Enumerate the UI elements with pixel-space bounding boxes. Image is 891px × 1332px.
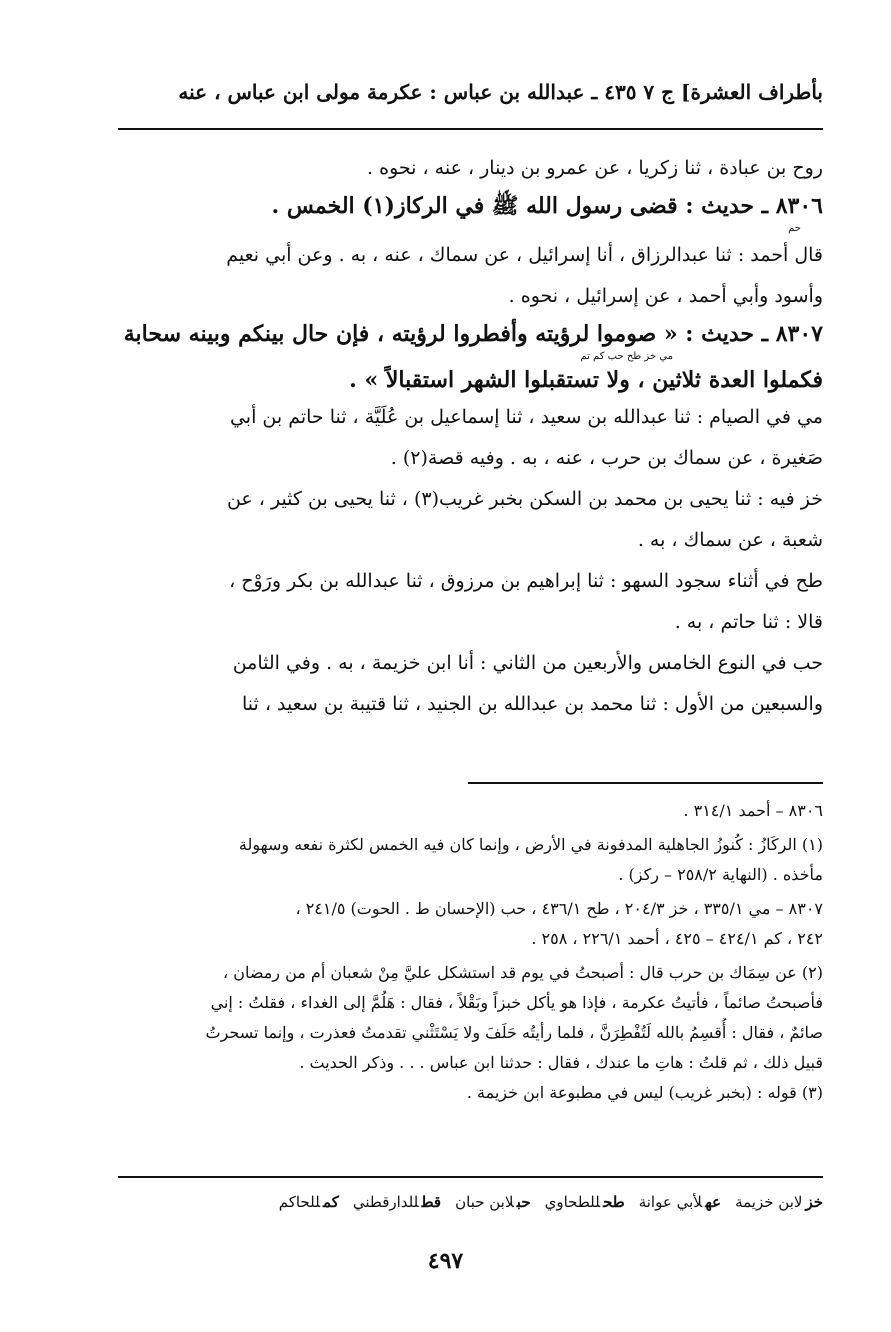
text-line: والسبعين من الأول : ثنا محمد بن عبدالله بن الجنيد ، ثنا قتيبة بن سعيد ، ثنا (241, 693, 823, 715)
legend-code: طح (603, 1193, 625, 1211)
footnote-line: ٨٣٠٦ – أحمد ٣١٤/١ . (683, 801, 823, 820)
main-text (118, 148, 823, 725)
hadith-continuation: فكملوا العدة ثلاثين ، ولا تستقبلوا الشهر استقبالاً » . (349, 367, 823, 393)
footnote-line: مأخذه . (النهاية ٢٥٨/٢ – ركز) . (618, 865, 823, 884)
footnotes (118, 796, 823, 1108)
legend-name: للطحاوي (544, 1193, 601, 1211)
legend-item (545, 1188, 625, 1216)
text-line: صَغيرة ، عن سماك بن حرب ، عنه ، به . وفيه قصة(٢) . (390, 447, 823, 469)
header-rule (118, 128, 823, 130)
legend-code: كم (323, 1193, 339, 1211)
legend-name: للدارقطني (352, 1193, 419, 1211)
legend-item (735, 1188, 823, 1216)
legend-name: لأبي عوانة (638, 1193, 703, 1211)
legend-name: لابن خزيمة (735, 1193, 803, 1211)
legend-code: خز (805, 1193, 823, 1211)
text-line: قالا : ثنا حاتم ، به . (674, 611, 823, 633)
legend-item (639, 1188, 721, 1216)
text-line: وأسود وأبي أحمد ، عن إسرائيل ، نحوه . (508, 285, 823, 307)
sigla-line: مي خز طح حب كم تم (580, 351, 673, 362)
legend-item (279, 1188, 339, 1216)
text-line: شعبة ، عن سماك ، به . (637, 529, 823, 551)
footnote-line: صائمٌ ، فقال : أُقسِمُ بالله لَتُفْطِرَنَّ ، فلما رأيتُه حَلَفَ ولا يَسْتَثْني تقدمتُ فعذرت ، وإنما تسحرتُ (205, 1023, 823, 1042)
sigla-line: حم (788, 223, 801, 234)
legend-code: عه (705, 1193, 722, 1211)
legend-item (455, 1188, 531, 1216)
text-line: روح بن عبادة ، ثنا زكريا ، عن عمرو بن دينار ، عنه ، نحوه . (367, 157, 823, 179)
text-line: حب في النوع الخامس والأربعين من الثاني : أنا ابن خزيمة ، به . وفي الثامن (232, 652, 823, 674)
running-header: بأطراف العشرة] ج ٧ ٤٣٥ ـ عبدالله بن عباس : عكرمة مولى ابن عباس ، عنه (178, 80, 823, 104)
footnote-line: ٢٤٢ ، كم ٤٢٤/١ – ٤٢٥ ، أحمد ٢٢٦/١ ، ٢٥٨ . (531, 929, 823, 948)
text-line: طح في أثناء سجود السهو : ثنا إبراهيم بن مرزوق ، ثنا عبدالله بن بكر ورَوْح ، (229, 570, 823, 592)
abbreviation-legend (118, 1188, 823, 1216)
footnote-line: فأصبحتُ صائماً ، فأتيتُ عكرمة ، فإذا هو يأكل خبزاً وبَقْلاً ، فقال : هَلُمَّ إلى الغداء ، فقلتُ : إني (210, 993, 823, 1012)
text-line: خز فيه : ثنا يحيى بن محمد بن السكن بخبر غريب(٣) ، ثنا يحيى بن كثير ، عن (226, 488, 823, 510)
legend-item (353, 1188, 441, 1216)
legend-name: لابن حبان (455, 1193, 514, 1211)
hadith-heading-8307: ٨٣٠٧ ـ حديث : « صوموا لرؤيته وأفطروا لرؤيته ، فإن حال بينكم وبينه سحابة (123, 321, 823, 347)
footnote-rule (468, 782, 823, 784)
text-line: مي في الصيام : ثنا عبدالله بن سعيد ، ثنا إسماعيل بن عُلَيَّة ، ثنا حاتم بن أبي (229, 406, 823, 428)
page-number: ٤٩٧ (427, 1248, 464, 1274)
legend-code: حب (516, 1193, 531, 1211)
hadith-heading-8306: ٨٣٠٦ ـ حديث : قضى رسول الله ﷺ في الركاز(١) الخمس . (271, 193, 823, 219)
footnote-line: (١) الركَازُ : كُنوزُ الجاهلية المدفونة في الأرض ، وإنما كان فيه الخمس لكثرة نفعه وسهولة (238, 835, 823, 854)
footnote-line: قبيل ذلك ، ثم قلتُ : هاتِ ما عندك ، فقال : حدثنا ابن عباس . . . وذكر الحديث . (299, 1053, 823, 1072)
legend-name: للحاكم (278, 1193, 321, 1211)
footnote-line: (٣) قوله : (بخبر غريب) ليس في مطبوعة ابن خزيمة . (466, 1083, 823, 1102)
footnote-line: (٢) عن سِمَاك بن حرب قال : أصبحتُ في يوم قد استشكل عليَّ مِنْ شعبان أم من رمضان ، (222, 963, 823, 982)
footnote-line: ٨٣٠٧ – مي ٣٣٥/١ ، خز ٢٠٤/٣ ، طح ٤٣٦/١ ، حب (الإحسان ط . الحوت) ٢٤١/٥ ، (295, 899, 823, 918)
legend-code: قط (421, 1193, 442, 1211)
legend-rule (118, 1176, 823, 1178)
text-line: قال أحمد : ثنا عبدالرزاق ، أنا إسرائيل ، عن سماك ، عنه ، به . وعن أبي نعيم (226, 244, 823, 266)
